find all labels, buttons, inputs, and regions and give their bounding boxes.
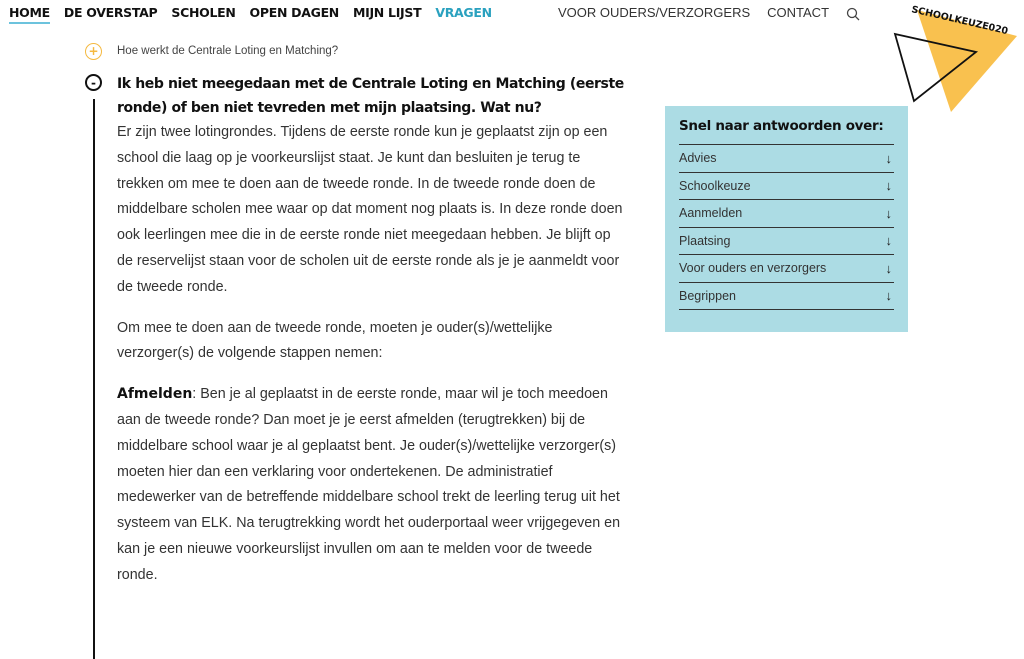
- afmelden-text: : Ben je al geplaatst in de eerste ronde, maar wil je toch meedoen aan de tweede ronde? Dan moet je je eerst afmelden (terugtrekken) bij de middelbare school waar je al geplaatst bent. Je ouder(s)/wettelijke verzorger(s) moeten hier dan een verklaring voor ondertekenen. De administratief medewerker van de betreffende middelbare school trekt de leerling terug uit het systeem van ELK. Na terugtrekking wordt het ouderportaal weer vrijgegeven en kan je een nieuwe voorkeurslijst invullen om aan te melden voor de tweede ronde.: [117, 386, 621, 583]
- nav-open-dagen[interactable]: OPEN DAGEN: [249, 5, 339, 20]
- plus-icon[interactable]: +: [85, 43, 102, 60]
- accordion-question-title[interactable]: Ik heb niet meegedaan met de Centrale Loting en Matching (eerste ronde) of ben niet tevreden met mijn plaatsing. Wat nu?: [117, 76, 624, 116]
- minus-icon[interactable]: -: [85, 74, 102, 91]
- answer-paragraph: [117, 382, 630, 588]
- accordion-question[interactable]: Hoe werkt de Centrale Loting en Matching?: [117, 45, 339, 57]
- schoolkeuze-logo[interactable]: [885, 0, 1024, 115]
- afmelden-label: Afmelden: [117, 386, 193, 403]
- main-nav: [9, 5, 492, 24]
- nav-de-overstap[interactable]: DE OVERSTAP: [63, 5, 158, 20]
- top-navigation: [0, 0, 880, 26]
- answer-paragraph: Om mee te doen aan de tweede ronde, moeten je ouder(s)/wettelijke verzorger(s) de volgende stappen nemen:: [117, 319, 553, 362]
- faq-content: [85, 40, 630, 604]
- accordion-divider-line: [93, 99, 95, 659]
- secondary-nav: [558, 5, 860, 20]
- accordion-answer: [117, 120, 630, 589]
- quick-links-list: [679, 144, 894, 310]
- quick-link-plaatsing[interactable]: [679, 228, 894, 256]
- nav-contact[interactable]: CONTACT: [767, 5, 830, 20]
- quick-link-ouders[interactable]: [679, 255, 894, 283]
- nav-voor-ouders[interactable]: VOOR OUDERS/VERZORGERS: [558, 5, 751, 20]
- search-icon[interactable]: [846, 6, 860, 20]
- arrow-down-icon: ↓: [885, 233, 892, 249]
- quick-link-advies[interactable]: [679, 145, 894, 173]
- arrow-down-icon: ↓: [885, 178, 892, 194]
- quick-link-begrippen[interactable]: [679, 283, 894, 311]
- nav-scholen[interactable]: SCHOLEN: [171, 5, 236, 20]
- quick-link-label: Schoolkeuze: [679, 178, 751, 193]
- quick-link-label: Plaatsing: [679, 233, 731, 248]
- nav-home[interactable]: HOME: [9, 5, 50, 24]
- quick-links-title: Snel naar antwoorden over:: [679, 118, 884, 134]
- arrow-down-icon: ↓: [885, 260, 892, 276]
- quick-links-panel: [665, 106, 908, 332]
- logo-text: SCHOOLKEUZE020: [910, 4, 1010, 38]
- nav-vragen[interactable]: VRAGEN: [435, 5, 492, 20]
- quick-link-schoolkeuze[interactable]: [679, 173, 894, 201]
- nav-mijn-lijst[interactable]: MIJN LIJST: [352, 5, 422, 20]
- arrow-down-icon: ↓: [885, 205, 892, 221]
- quick-link-label: Advies: [679, 151, 717, 166]
- accordion-item-open: [85, 72, 630, 589]
- quick-link-label: Aanmelden: [679, 206, 743, 221]
- answer-paragraph: Er zijn twee lotingrondes. Tijdens de eerste ronde kun je geplaatst zijn op een school die laag op je voorkeurslijst staat. Je kunt dan besluiten je terug te trekken om mee te doen aan de tweede ronde. In de tweede ronde doen de middelbare scholen mee waar op dat moment nog plaats is. In deze ronde doen ook leerlingen mee die in de eerste ronde niet meegedaan hebben. Je blijft op de reservelijst staan voor de scholen uit de eerste ronde als je je aanmeldt voor de tweede ronde.: [117, 124, 623, 295]
- quick-link-label: Begrippen: [679, 288, 736, 303]
- quick-link-aanmelden[interactable]: [679, 200, 894, 228]
- accordion-item-closed[interactable]: [85, 40, 630, 62]
- arrow-down-icon: ↓: [885, 288, 892, 304]
- quick-link-label: Voor ouders en verzorgers: [679, 261, 827, 276]
- arrow-down-icon: ↓: [885, 150, 892, 166]
